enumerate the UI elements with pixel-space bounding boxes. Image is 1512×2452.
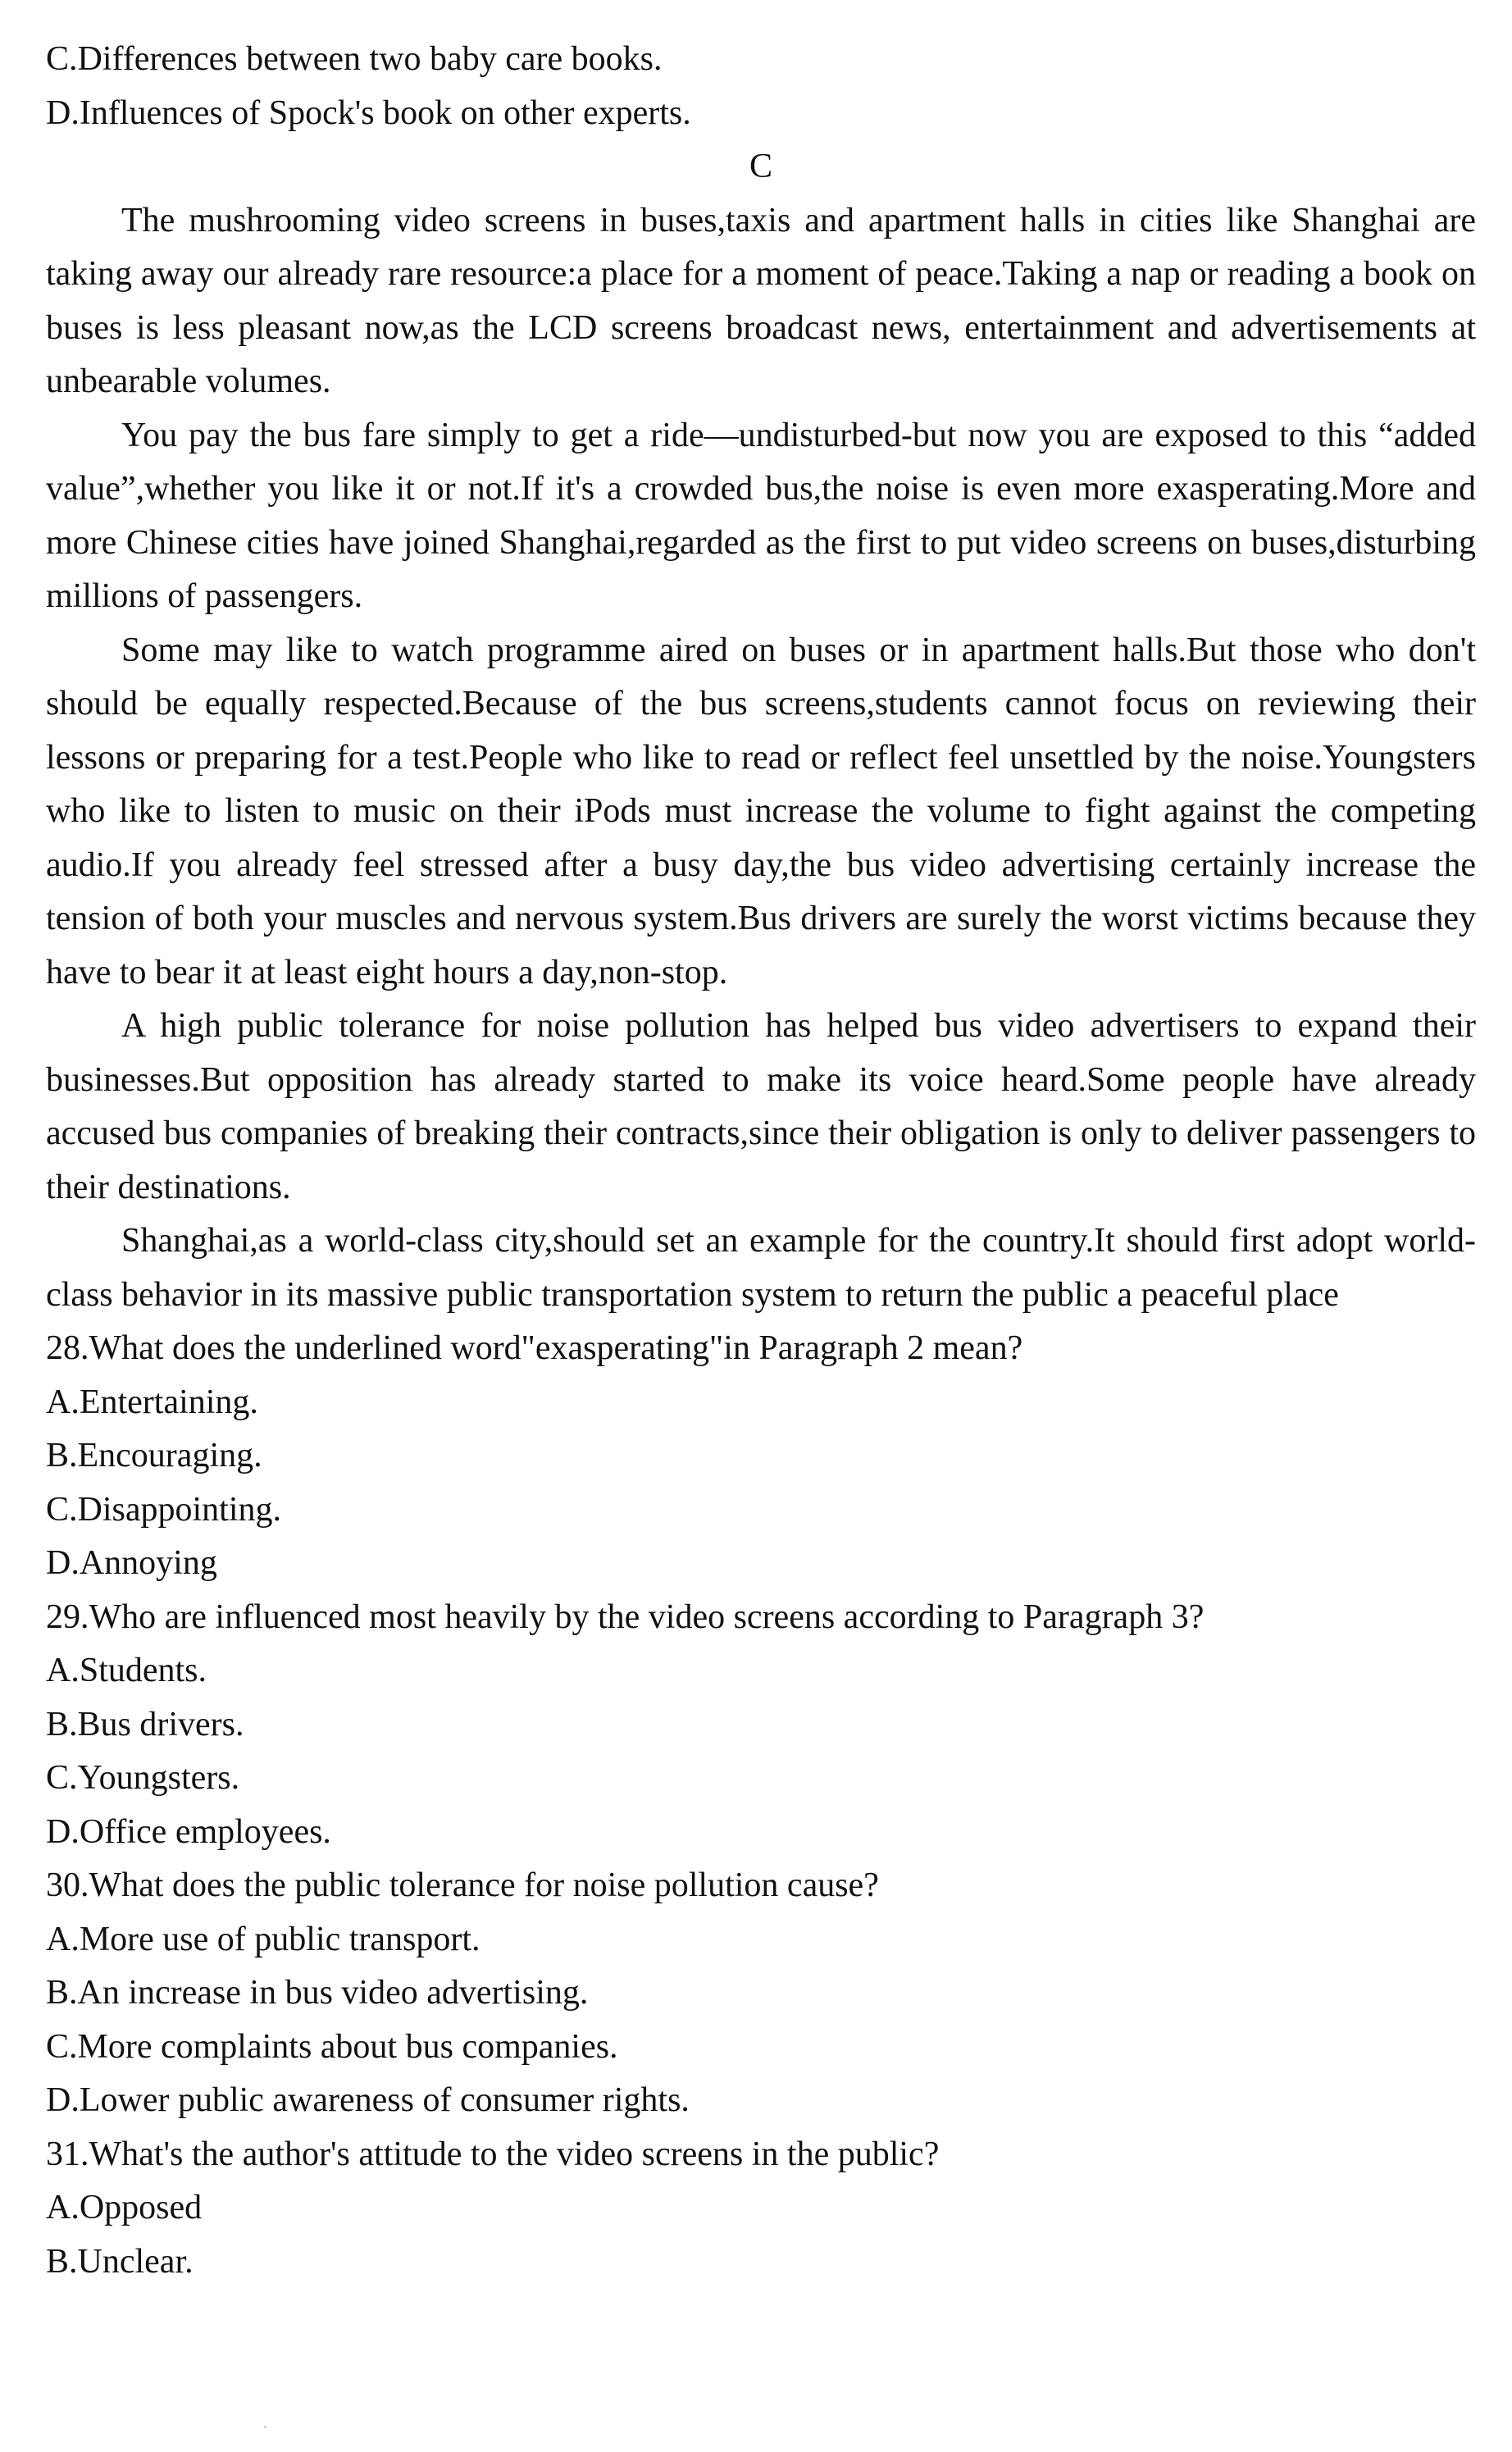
question-31-option-b: B.Unclear.: [46, 2242, 194, 2281]
passage-paragraph-4: A high public tolerance for noise pollution has helped bus video advertisers to expand their businesses.But opposition has already started to make its voice heard.Some people have already accused bus companies of breaking their contracts,since their obligation is only to deliver passengers to their destinations.: [46, 1007, 1476, 1206]
question-30-stem: 30.What does the public tolerance for noise pollution cause?: [46, 1866, 879, 1904]
question-29-stem: 29.Who are influenced most heavily by the video screens according to Paragraph 3?: [46, 1597, 1205, 1636]
question-28-option-b: B.Encouraging.: [46, 1437, 262, 1474]
question-28-option-a: A.Entertaining.: [46, 1383, 258, 1421]
question-28-option-c: C.Disappointing.: [46, 1490, 282, 1529]
question-29-option-c: C.Youngsters.: [46, 1759, 240, 1797]
question-28-stem: 28.What does the underlined word"exasperating"in Paragraph 2 mean?: [46, 1329, 1023, 1367]
section-label: C: [749, 148, 772, 185]
question-31-option-a: A.Opposed: [46, 2189, 203, 2226]
previous-option-d: D.Influences of Spock's book on other experts.: [46, 93, 691, 132]
passage-paragraph-2: You pay the bus fare simply to get a ride—undisturbed-but now you are exposed to this “added value”,whether you like it or not.If it's a crowded bus,the noise is even more exasperating.More and more Chinese cities have joined Shanghai,regarded as the first to put video screens on buses,disturbing millions of passengers.: [46, 416, 1476, 615]
question-28-option-d: D.Annoying: [46, 1544, 217, 1582]
passage-paragraph-3: Some may like to watch programme aired on buses or in apartment halls.But those who don't should be equally respected.Because of the bus screens,students cannot focus on reviewing their lessons or preparing for a test.People who like to read or reflect feel unsettled by the noise.Youngsters who like to listen to music on their iPods must increase the volume to fight against the competing audio.If you already feel stressed after a busy day,the bus video advertising certainly increase the tension of both your muscles and nervous system.Bus drivers are surely the worst victims because they have to bear it at least eight hours a day,non-stop.: [46, 631, 1476, 991]
question-30-option-a: A.More use of public transport.: [46, 1920, 480, 1958]
question-31-stem: 31.What's the author's attitude to the video screens in the public?: [46, 2135, 940, 2173]
passage-paragraph-5: Shanghai,as a world-class city,should set an example for the country.It should first adopt world-class behavior in its massive public transportation system to return the public a peaceful place: [46, 1222, 1476, 1314]
question-30-option-c: C.More complaints about bus companies.: [46, 2027, 618, 2066]
question-30-option-b: B.An increase in bus video advertising.: [46, 1974, 589, 2012]
question-30-option-d: D.Lower public awareness of consumer rights.: [46, 2081, 690, 2119]
question-29-option-d: D.Office employees.: [46, 1812, 331, 1851]
question-29-option-b: B.Bus drivers.: [46, 1705, 244, 1743]
passage-paragraph-1: The mushrooming video screens in buses,taxis and apartment halls in cities like Shanghai are taking away our already rare resource:a place for a moment of peace.Taking a nap or reading a book on buses is less pleasant now,as the LCD screens broadcast news, entertainment and advertisements at unbearable volumes.: [46, 201, 1476, 400]
previous-option-c: C.Differences between two baby care books.: [46, 40, 663, 78]
question-29-option-a: A.Students.: [46, 1652, 207, 1689]
scan-speck: [264, 2426, 266, 2428]
page-content: [46, 33, 1476, 2289]
